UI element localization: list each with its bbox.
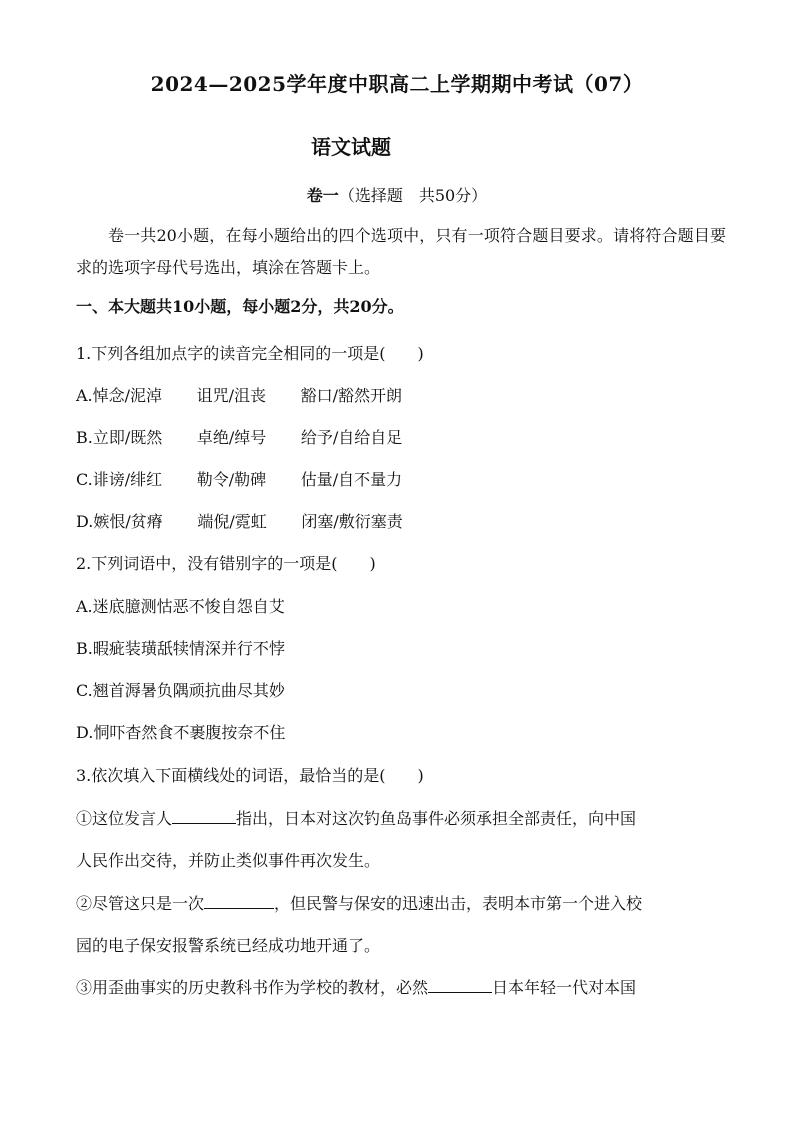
option-item: 暇疵 — [92, 639, 125, 658]
sentence-text: ，但民警与保安的迅速出击，表明本市第一个进入校 — [274, 894, 643, 913]
question-3-stem: 3.依次填入下面横线处的词语，最恰当的是( ) — [76, 766, 424, 785]
option-item: 端倪/霓虹 — [197, 512, 267, 531]
option-letter: B. — [76, 639, 93, 658]
option-item: 负隅顽抗 — [156, 681, 221, 700]
question-1-option-b — [76, 425, 726, 448]
option-letter: C. — [76, 470, 93, 489]
question-3-sentence-1 — [76, 806, 726, 829]
question-2-option-c — [76, 678, 726, 701]
option-item: 臆测 — [124, 597, 157, 616]
question-1-stem: 1.下列各组加点字的读音完全相同的一项是( ) — [76, 344, 424, 363]
option-item: 按奈不住 — [221, 723, 286, 742]
fill-blank — [204, 894, 274, 909]
question-3-sentence-2 — [76, 891, 726, 914]
question-1-option-a — [76, 383, 726, 406]
option-item: 怙恶不悛 — [156, 597, 221, 616]
sentence-text: ②尽管这只是一次 — [76, 894, 205, 913]
section-label: 卷一 — [306, 186, 339, 205]
exam-title: 2024—2025学年度中职高二上学期期中考试（07） — [150, 72, 644, 96]
question-3-sentence-2-cont: 园的电子保安报警系统已经成功地开通了。 — [76, 936, 381, 955]
question-1-option-d — [76, 509, 726, 532]
question-2-stem: 2.下列词语中，没有错别字的一项是( ) — [76, 554, 376, 573]
option-item: 溽暑 — [124, 681, 157, 700]
instructions-paragraph: 卷一共20小题，在每小题给出的四个选项中，只有一项符合题目要求。请将符合题目要求的选项字母代号选出，填涂在答题卡上。 — [76, 226, 726, 277]
option-letter: B. — [76, 428, 93, 447]
section-header — [0, 183, 794, 206]
option-item: 翘首 — [92, 681, 125, 700]
option-item: 恫吓 — [93, 723, 126, 742]
question-1-option-c — [76, 467, 726, 490]
option-item: 自怨自艾 — [220, 597, 285, 616]
option-letter: A. — [76, 386, 93, 405]
question-2-option-b — [76, 636, 726, 659]
option-item: 勒令/勒碑 — [196, 470, 267, 489]
sentence-text: 日本年轻一代对本国 — [492, 978, 637, 997]
question-3-sentence-3 — [76, 975, 726, 998]
fill-blank — [428, 978, 492, 993]
option-item: 立即/既然 — [92, 428, 163, 447]
option-letter: D. — [76, 723, 94, 742]
option-item: 估量/自不量力 — [300, 470, 403, 489]
option-item: 并行不悖 — [220, 639, 285, 658]
exam-subtitle: 语文试题 — [311, 135, 391, 159]
option-item: 装璜 — [124, 639, 157, 658]
part1-heading: 一、本大题共10小题，每小题2分，共20分。 — [76, 297, 404, 316]
option-letter: C. — [76, 681, 93, 700]
sentence-text: ①这位发言人 — [76, 809, 173, 828]
option-letter: A. — [76, 597, 93, 616]
option-letter: D. — [76, 512, 94, 531]
question-2-option-d — [76, 720, 726, 743]
option-item: 悼念/泥淖 — [92, 386, 163, 405]
option-item: 杳然 — [125, 723, 158, 742]
option-item: 诽谤/绯红 — [92, 470, 163, 489]
fill-blank — [172, 809, 236, 824]
sentence-text: 指出，日本对这次钓鱼岛事件必须承担全部责任，向中国 — [236, 809, 637, 828]
option-item: 闭塞/敷衍塞责 — [301, 512, 403, 531]
option-item: 给予/自给自足 — [300, 428, 403, 447]
option-item: 曲尽其妙 — [220, 681, 285, 700]
option-item: 豁口/豁然开朗 — [300, 386, 403, 405]
question-3-sentence-1-cont: 人民作出交待，并防止类似事件再次发生。 — [76, 851, 381, 870]
option-item: 食不裹腹 — [157, 723, 222, 742]
option-item: 诅咒/沮丧 — [196, 386, 267, 405]
option-item: 嫉恨/贫瘠 — [93, 512, 163, 531]
question-2-option-a — [76, 594, 726, 617]
option-item: 舐犊情深 — [156, 639, 221, 658]
section-description: （选择题 共50分） — [338, 186, 488, 205]
sentence-text: ③用歪曲事实的历史教科书作为学校的教材，必然 — [76, 978, 429, 997]
option-item: 迷底 — [92, 597, 125, 616]
option-item: 卓绝/绰号 — [196, 428, 267, 447]
